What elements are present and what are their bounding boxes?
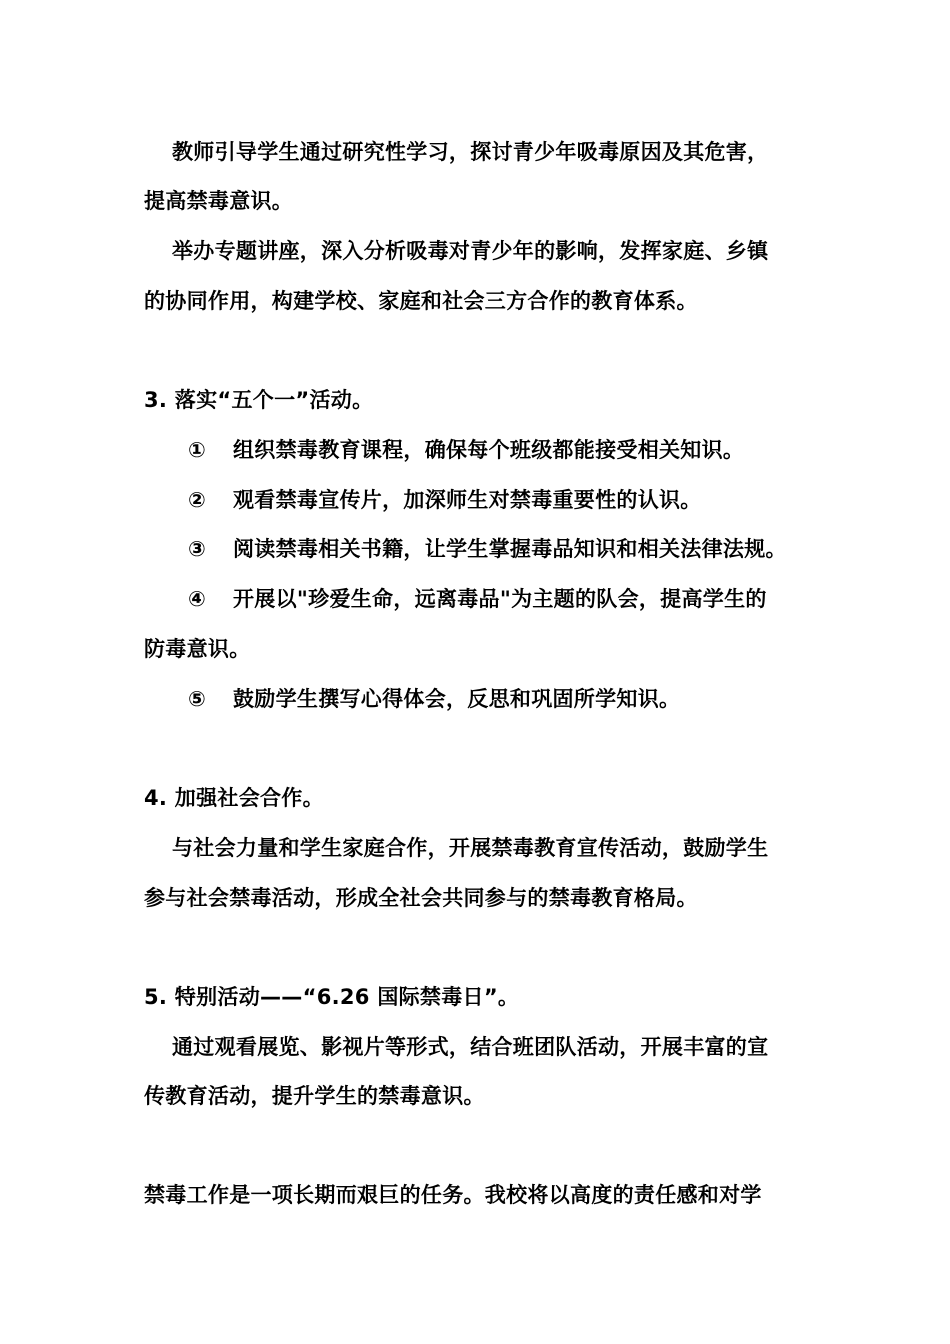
paragraph-1-line-2: 提高禁毒意识。 <box>144 189 294 213</box>
list-item-5-number: ⑤ <box>188 687 206 711</box>
section-4-line-2: 参与社会禁毒活动，形成全社会共同参与的禁毒教育格局。 <box>144 886 698 910</box>
section-3-heading: 3. 落实“五个一”活动。 <box>144 388 374 412</box>
list-item-2-number: ② <box>188 488 206 512</box>
section-5-heading: 5. 特别活动——“6.26 国际禁毒日”。 <box>144 985 520 1009</box>
paragraph-2-line-1: 举办专题讲座，深入分析吸毒对青少年的影响，发挥家庭、乡镇 <box>172 239 769 263</box>
paragraph-2-line-2: 的协同作用，构建学校、家庭和社会三方合作的教育体系。 <box>144 289 698 313</box>
list-item-3-number: ③ <box>188 537 206 561</box>
list-item-5-text: 鼓励学生撰写心得体会，反思和巩固所学知识。 <box>233 687 681 711</box>
list-item-1-number: ① <box>188 438 206 462</box>
list-item-4-number: ④ <box>188 587 206 611</box>
closing-line-1: 禁毒工作是一项长期而艰巨的任务。我校将以高度的责任感和对学 <box>144 1183 762 1207</box>
list-item-2-text: 观看禁毒宣传片，加深师生对禁毒重要性的认识。 <box>233 488 702 512</box>
list-item-4-text: 开展以"珍爱生命，远离毒品"为主题的队会，提高学生的 <box>233 587 767 611</box>
list-item-4-continuation: 防毒意识。 <box>144 637 251 661</box>
section-4-heading: 4. 加强社会合作。 <box>144 786 324 810</box>
section-5-line-2: 传教育活动，提升学生的禁毒意识。 <box>144 1084 485 1108</box>
paragraph-1-line-1: 教师引导学生通过研究性学习，探讨青少年吸毒原因及其危害， <box>172 140 769 164</box>
section-4-line-1: 与社会力量和学生家庭合作，开展禁毒教育宣传活动，鼓励学生 <box>172 836 769 860</box>
section-5-line-1: 通过观看展览、影视片等形式，结合班团队活动，开展丰富的宣 <box>172 1035 769 1059</box>
list-item-1-text: 组织禁毒教育课程，确保每个班级都能接受相关知识。 <box>233 438 745 462</box>
list-item-3-text: 阅读禁毒相关书籍，让学生掌握毒品知识和相关法律法规。 <box>233 537 787 561</box>
